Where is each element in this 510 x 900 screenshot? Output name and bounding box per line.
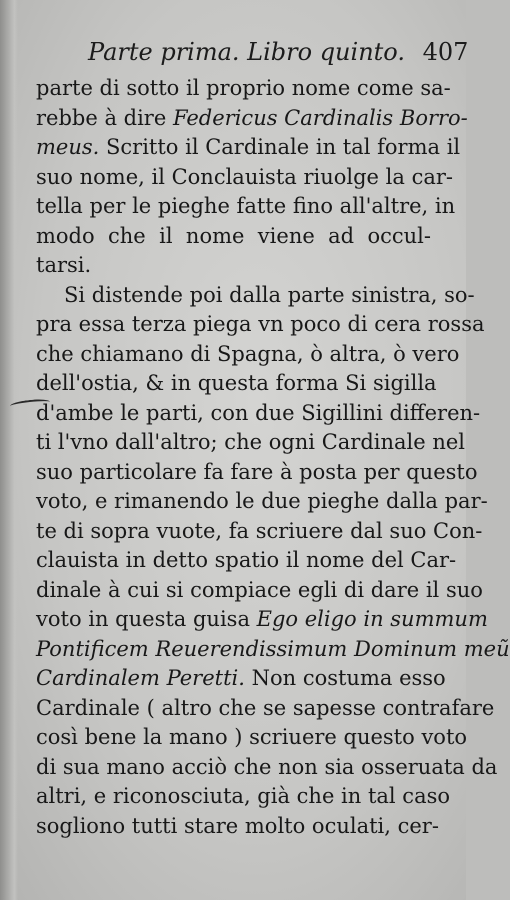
italic-text-segment: Federicus Cardinalis Borro-: [172, 105, 468, 130]
text-segment: così bene la mano ) scriuere questo voto: [36, 725, 468, 749]
page-spine-edge: [0, 0, 18, 900]
text-line: [36, 340, 460, 370]
text-segment: dell'ostia, & in questa forma Si sigilla: [36, 371, 437, 395]
text-segment: te di sopra vuote, fa scriuere dal suo Con-: [36, 518, 483, 543]
text-segment: pra essa terza piega vn poco di cera rossa: [36, 312, 485, 336]
text-line: [36, 576, 483, 606]
text-segment: tella per le pieghe fatte fino all'altre, in: [36, 194, 456, 218]
text-line: [36, 723, 468, 753]
text-line: [36, 487, 488, 517]
text-line: [36, 251, 431, 281]
text-segment: Si distende poi dalla parte sinistra, so-: [64, 282, 475, 307]
text-line: [36, 517, 483, 547]
text-line: [36, 192, 456, 222]
text-line: [36, 428, 466, 458]
text-line: [36, 163, 453, 193]
text-segment: d'ambe le parti, con due Sigillini differen-: [36, 400, 481, 425]
text-segment: voto, e rimanendo le due pieghe dalla par-: [36, 489, 488, 513]
page-header: [88, 38, 469, 72]
text-segment: parte di sotto il proprio nome come sa-: [36, 76, 451, 100]
italic-text-segment: meus.: [36, 135, 100, 159]
text-segment: clauista in detto spatio il nome del Car-: [36, 548, 457, 572]
text-segment: dinale à cui si compiace egli di dare il suo: [36, 577, 483, 602]
text-segment: Scritto il Cardinale in tal forma il: [99, 135, 461, 159]
text-line: [36, 635, 510, 665]
text-segment: suo nome, il Conclauista riuolge la car-: [36, 164, 453, 189]
italic-text-segment: Cardinalem Peretti.: [36, 666, 245, 690]
text-line: [36, 664, 446, 694]
text-line: [36, 281, 475, 311]
text-segment: modo che il nome viene ad occul-: [36, 223, 431, 248]
text-line: [36, 133, 461, 163]
text-line: [36, 694, 495, 724]
italic-text-segment: Pontificem Reuerendissimum Dominum meũ: [36, 636, 510, 661]
text-segment: di sua mano acciò che non sia osseruata da: [36, 754, 498, 779]
text-segment: tarsi.: [36, 253, 92, 277]
text-segment: Non costuma esso: [244, 666, 446, 690]
text-segment: rebbe à dire: [36, 105, 173, 130]
text-line: [36, 605, 488, 635]
text-line: [36, 369, 437, 399]
text-line: [36, 753, 498, 783]
text-line: [36, 74, 451, 104]
text-line: [36, 546, 457, 576]
text-line: [36, 222, 431, 252]
text-segment: altri, e riconosciuta, già che in tal caso: [36, 784, 451, 808]
text-line: [36, 782, 451, 812]
running-title: Parte prima. Libro quinto.: [88, 38, 405, 66]
page-number: 407: [422, 38, 469, 66]
body-text: [36, 74, 510, 841]
text-line: [36, 812, 439, 842]
text-segment: sogliono tutti stare molto oculati, cer-: [36, 813, 439, 838]
text-segment: Cardinale ( altro che se sapesse contrafare: [36, 695, 495, 720]
italic-text-segment: Ego eligo in summum: [256, 607, 488, 631]
text-line: [36, 399, 481, 429]
text-line: [36, 310, 485, 340]
text-segment: che chiamano di Spagna, ò altra, ò vero: [36, 341, 460, 366]
text-segment: suo particolare fa fare à posta per questo: [36, 459, 478, 484]
text-segment: ti l'vno dall'altro; che ogni Cardinale nel: [36, 430, 466, 454]
text-line: [36, 458, 478, 488]
text-segment: voto in questa guisa: [36, 607, 257, 631]
text-line: [36, 104, 468, 134]
